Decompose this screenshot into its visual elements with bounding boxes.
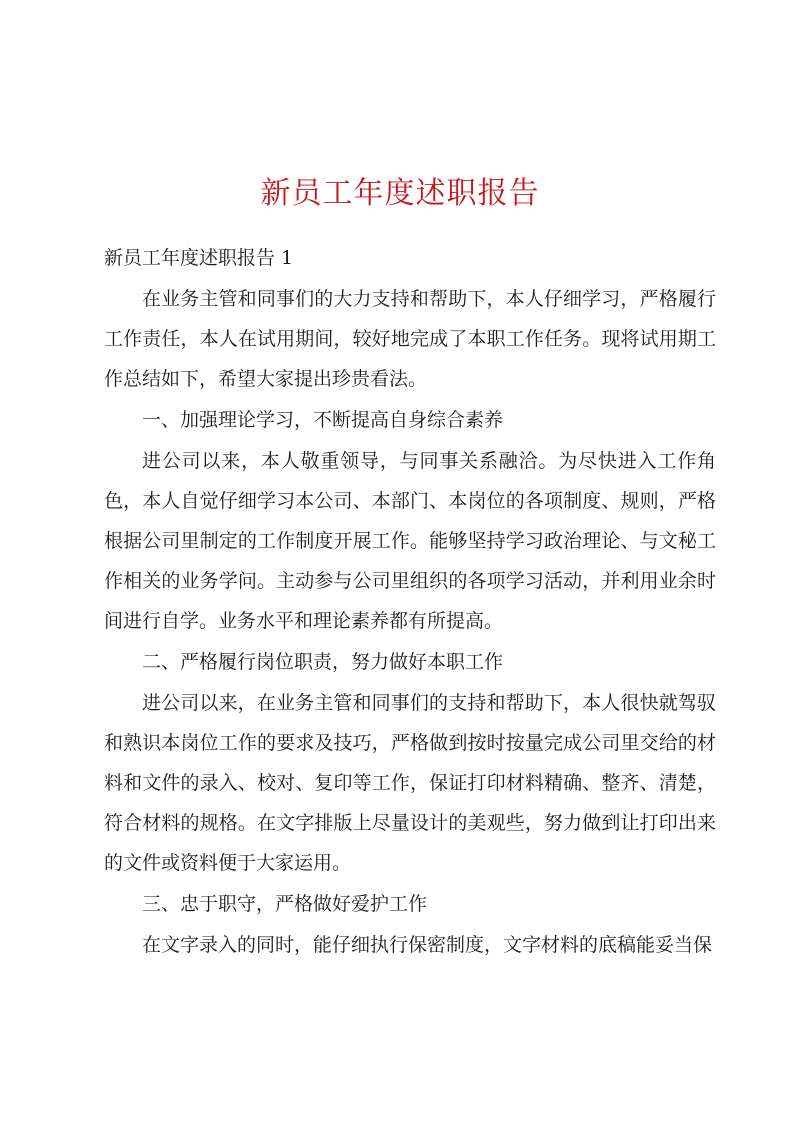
section-heading-3: 三、忠于职守，严格做好爱护工作 bbox=[142, 893, 428, 915]
section-1-paragraph: 进公司以来，本人敬重领导，与同事关系融洽。为尽快进入工作角色，本人自觉仔细学习本公司、本部门、本岗位的各项制度、规则，严格根据公司里制定的工作制度开展工作。能够坚持学习政治理论、与文秘工作相关的业务学问。主动参与公司里组织的各项学习活动，并利用业余时间进行自学。业务水平和理论素养都有所提高。 bbox=[104, 450, 716, 632]
section-heading-2: 二、严格履行岗位职责，努力做好本职工作 bbox=[142, 651, 504, 673]
section-3-paragraph: 在文字录入的同时，能仔细执行保密制度，文字材料的底稿能妥当保 bbox=[142, 934, 713, 956]
document-title: 新员工年度述职报告 bbox=[260, 176, 540, 211]
document-body bbox=[104, 238, 716, 966]
section-heading-1: 一、加强理论学习，不断提高自身综合素养 bbox=[142, 409, 504, 431]
section-subtitle: 新员工年度述职报告 1 bbox=[104, 247, 294, 269]
intro-paragraph: 在业务主管和同事们的大力支持和帮助下，本人仔细学习，严格履行工作责任，本人在试用期间，较好地完成了本职工作任务。现将试用期工作总结如下，希望大家提出珍贵看法。 bbox=[104, 288, 716, 390]
section-2-paragraph: 进公司以来，在业务主管和同事们的支持和帮助下，本人很快就驾驭和熟识本岗位工作的要求及技巧，严格做到按时按量完成公司里交给的材料和文件的录入、校对、复印等工作，保证打印材料精确、整齐、清楚，符合材料的规格。在文字排版上尽量设计的美观些，努力做到让打印出来的文件或资料便于大家运用。 bbox=[104, 692, 716, 874]
